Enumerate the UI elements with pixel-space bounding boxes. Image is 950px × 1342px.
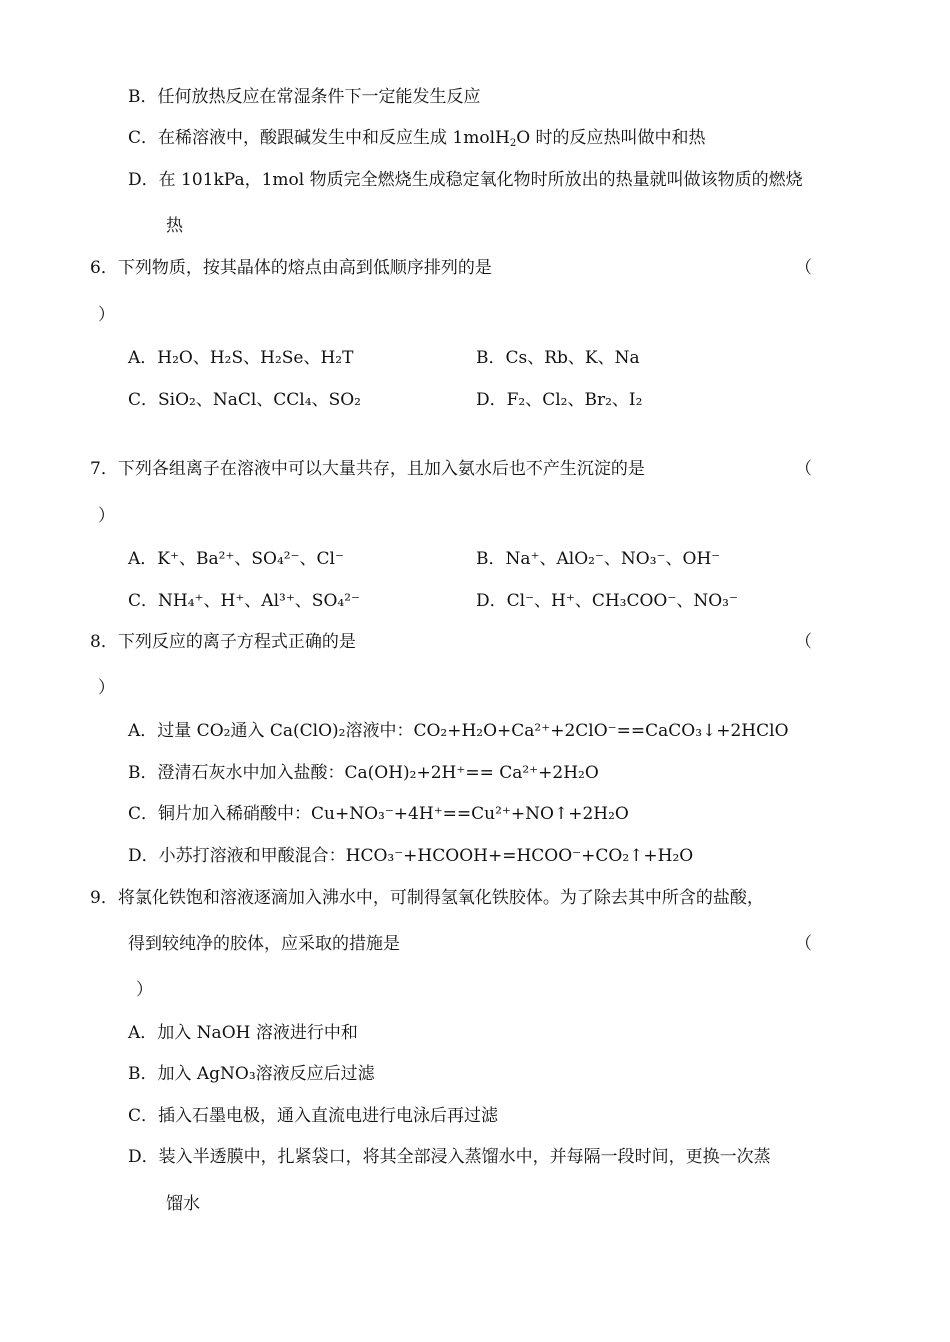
q9-stem: 9．将氯化铁饱和溶液逐滴加入沸水中，可制得氢氧化铁胶体。为了除去其中所含的盐酸， [90, 888, 764, 908]
q8-option-c: C．铜片加入稀硝酸中：Cu+NO₃⁻+4H⁺==Cu²⁺+NO↑+2H₂O [128, 804, 629, 824]
q5-option-d: D．在 101kPa，1mol 物质完全燃烧生成稳定氧化物时所放出的热量就叫做该物质的燃烧 [128, 170, 803, 190]
q5-option-c-text: C．在稀溶液中，酸跟碱发生中和反应生成 1molH [128, 128, 510, 148]
q6-option-c: C．SiO₂、NaCl、CCl₄、SO₂ [128, 390, 361, 410]
q9-answer-paren-close: ） [136, 980, 153, 1000]
q8-answer-paren-open: （ [795, 632, 812, 652]
q6-answer-paren-close: ） [98, 305, 115, 325]
q7-option-c: C．NH₄⁺、H⁺、Al³⁺、SO₄²⁻ [128, 591, 360, 611]
q5-option-c-sub: 2 [509, 138, 517, 149]
q7-option-d: D．Cl⁻、H⁺、CH₃COO⁻、NO₃⁻ [476, 591, 738, 611]
q5-option-b: B．任何放热反应在常湿条件下一定能发生反应 [128, 87, 481, 107]
q9-stem-cont: 得到较纯净的胶体，应采取的措施是 [128, 934, 400, 954]
q8-answer-paren-close: ） [98, 678, 115, 698]
q9-option-a: A．加入 NaOH 溶液进行中和 [128, 1023, 358, 1043]
q8-option-b: B．澄清石灰水中加入盐酸：Ca(OH)₂+2H⁺== Ca²⁺+2H₂O [128, 763, 599, 783]
q6-option-b: B．Cs、Rb、K、Na [476, 348, 640, 368]
q6-option-a: A．H₂O、H₂S、H₂Se、H₂T [128, 348, 354, 368]
q7-option-a: A．K⁺、Ba²⁺、SO₄²⁻、Cl⁻ [128, 549, 344, 569]
q8-option-a: A．过量 CO₂通入 Ca(ClO)₂溶液中：CO₂+H₂O+Ca²⁺+2ClO⁻==CaCO₃↓+2HClO [128, 721, 789, 741]
q5-option-d-cont: 热 [166, 216, 183, 236]
q7-stem: 7．下列各组离子在溶液中可以大量共存，且加入氨水后也不产生沉淀的是 [90, 459, 645, 479]
q9-option-d: D．装入半透膜中，扎紧袋口，将其全部浸入蒸馏水中，并每隔一段时间，更换一次蒸 [128, 1147, 771, 1167]
q7-answer-paren-close: ） [98, 506, 115, 526]
q9-option-c: C．插入石墨电极，通入直流电进行电泳后再过滤 [128, 1106, 499, 1126]
q6-stem: 6．下列物质，按其晶体的熔点由高到低顺序排列的是 [90, 258, 492, 278]
q8-option-d: D．小苏打溶液和甲酸混合：HCO₃⁻+HCOOH+=HCOO⁻+CO₂↑+H₂O [128, 846, 694, 866]
q9-answer-paren-open: （ [795, 934, 812, 954]
q7-answer-paren-open: （ [795, 459, 812, 479]
q6-answer-paren-open: （ [795, 258, 812, 278]
q6-option-d: D．F₂、Cl₂、Br₂、I₂ [476, 390, 643, 410]
q9-option-b: B．加入 AgNO₃溶液反应后过滤 [128, 1064, 375, 1084]
q7-option-b: B．Na⁺、AlO₂⁻、NO₃⁻、OH⁻ [476, 549, 721, 569]
q5-option-c [128, 127, 706, 149]
q8-stem: 8．下列反应的离子方程式正确的是 [90, 632, 356, 652]
q5-option-c-text-end: O 时的反应热叫做中和热 [516, 128, 706, 148]
q9-option-d-cont: 馏水 [166, 1194, 200, 1214]
